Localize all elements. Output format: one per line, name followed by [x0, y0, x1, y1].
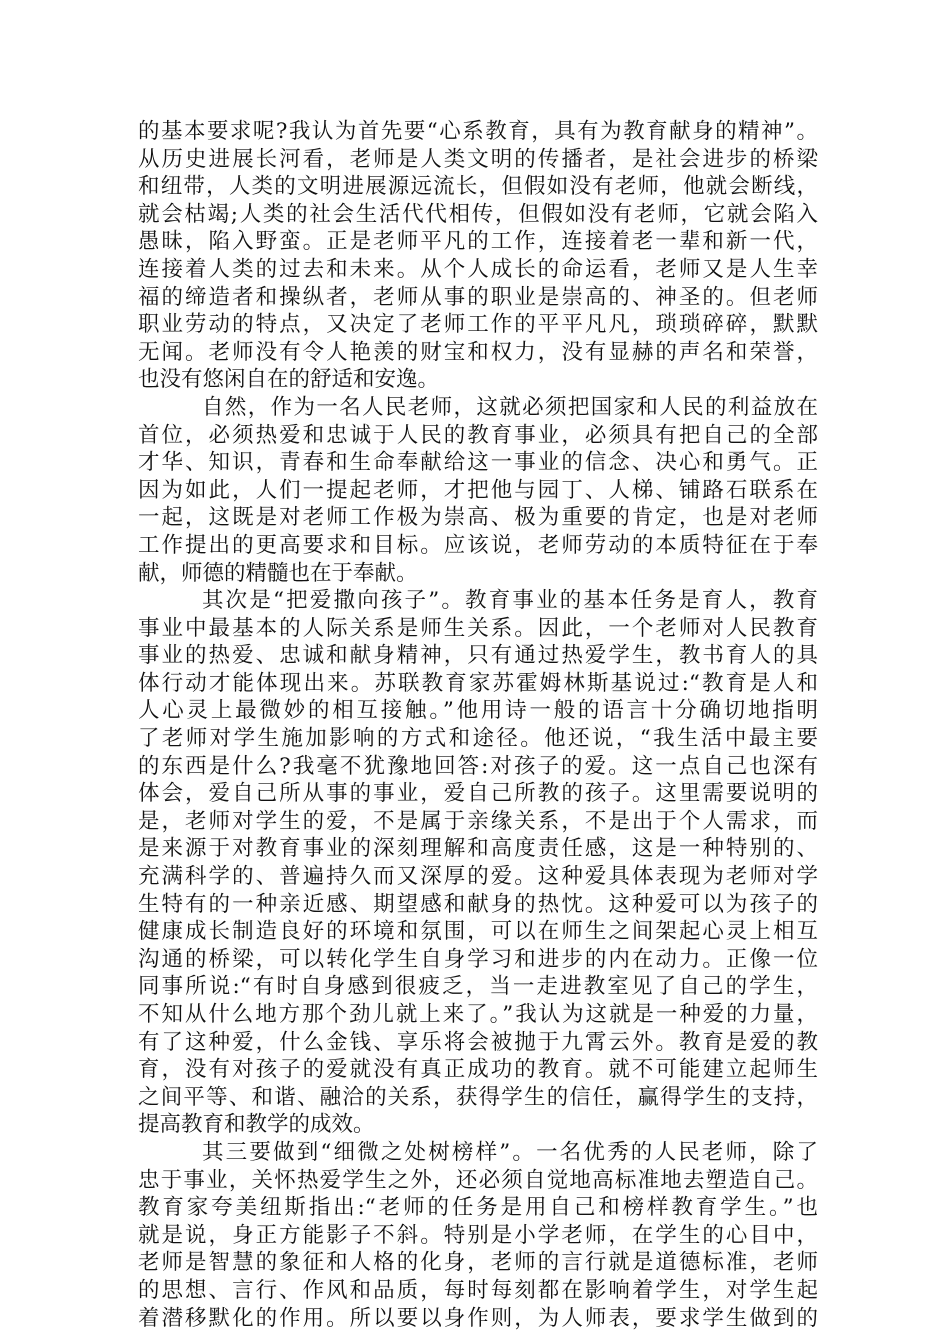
text-line: 是，老师对学生的爱，不是属于亲缘关系，不是出于个人需求，而 [138, 808, 818, 834]
text-line: 充满科学的、普遍持久而又深厚的爱。这种爱具体表现为老师对学 [138, 864, 818, 890]
text-line: 才华、知识，青春和生命奉献给这一事业的信念、决心和勇气。正 [138, 450, 818, 476]
text-line: 首位，必须热爱和忠诚于人民的教育事业，必须具有把自己的全部 [138, 422, 818, 448]
text-line: 献，师德的精髓也在于奉献。 [138, 560, 418, 586]
text-line: 生特有的一种亲近感、期望感和献身的热忱。这种爱可以为孩子的 [138, 891, 818, 917]
text-line: 一起，这既是对老师工作极为崇高、极为重要的肯定，也是对老师 [138, 505, 818, 531]
text-line: 和纽带，人类的文明进展源远流长，但假如没有老师，他就会断线， [138, 174, 818, 200]
text-line: 无闻。老师没有令人艳羡的财宝和权力，没有显赫的声名和荣誉， [138, 339, 818, 365]
text-line: 体会，爱自己所从事的事业，爱自己所教的孩子。这里需要说明的 [138, 781, 818, 807]
text-line: 从历史进展长河看，老师是人类文明的传播者，是社会进步的桥梁 [138, 146, 818, 172]
text-line: 自然，作为一名人民老师，这就必须把国家和人民的利益放在 [202, 394, 818, 420]
text-line: 有了这种爱，什么金钱、享乐将会被抛于九霄云外。教育是爱的教 [138, 1029, 818, 1055]
text-line: 同事所说:“有时自身感到很疲乏，当一走进教室见了自己的学生， [138, 974, 818, 1000]
text-line: 健康成长制造良好的环境和氛围，可以在师生之间架起心灵上相互 [138, 919, 818, 945]
text-line: 的思想、言行、作风和品质，每时每刻都在影响着学生，对学生起 [138, 1277, 818, 1303]
text-line: 也没有悠闲自在的舒适和安逸。 [138, 367, 440, 393]
text-line: 了老师对学生施加影响的方式和途径。他还说，“我生活中最主要 [138, 726, 818, 752]
text-line: 就是说，身正方能影子不斜。特别是小学老师，在学生的心目中， [138, 1222, 818, 1248]
text-line: 愚昧，陷入野蛮。正是老师平凡的工作，连接着老一辈和新一代， [138, 229, 818, 255]
text-line: 是来源于对教育事业的深刻理解和高度责任感，这是一种特别的、 [138, 836, 818, 862]
text-line: 的基本要求呢?我认为首先要“心系教育，具有为教育献身的精神”。 [138, 119, 818, 144]
text-line: 的东西是什么?我毫不犹豫地回答:对孩子的爱。这一点自己也深有 [138, 753, 818, 779]
text-line: 事业中最基本的人际关系是师生关系。因此，一个老师对人民教育 [138, 615, 818, 641]
text-line: 就会枯竭;人类的社会生活代代相传，但假如没有老师，它就会陷入 [138, 201, 818, 227]
text-line: 不知从什么地方那个劲儿就上来了。”我认为这就是一种爱的力量， [138, 1002, 818, 1027]
text-line: 因为如此，人们一提起老师，才把他与园丁、人梯、铺路石联系在 [138, 477, 818, 503]
text-line: 福的缔造者和操纵者，老师从事的职业是崇高的、神圣的。但老师 [138, 284, 818, 310]
text-line: 之间平等、和谐、融洽的关系，获得学生的信任，赢得学生的支持， [138, 1084, 818, 1110]
text-line: 职业劳动的特点，又决定了老师工作的平平凡凡，琐琐碎碎，默默 [138, 312, 818, 338]
text-line: 沟通的桥梁，可以转化学生自身学习和进步的内在动力。正像一位 [138, 946, 818, 972]
document-page [138, 118, 818, 1332]
text-line: 其次是“把爱撒向孩子”。教育事业的基本任务是育人，教育 [202, 588, 818, 614]
text-line: 事业的热爱、忠诚和献身精神，只有通过热爱学生，教书育人的具 [138, 643, 818, 669]
text-line: 人心灵上最微妙的相互接触。”他用诗一般的语言十分确切地指明 [138, 698, 818, 724]
text-line: 老师是智慧的象征和人格的化身，老师的言行就是道德标准，老师 [138, 1250, 818, 1276]
text-line: 工作提出的更高要求和目标。应该说，老师劳动的本质特征在于奉 [138, 532, 818, 558]
text-line: 提高教育和教学的成效。 [138, 1112, 375, 1138]
text-line: 育，没有对孩子的爱就没有真正成功的教育。就不可能建立起师生 [138, 1057, 818, 1083]
text-line: 教育家夸美纽斯指出:“老师的任务是用自己和榜样教育学生。”也 [138, 1195, 818, 1221]
text-line: 体行动才能体现出来。苏联教育家苏霍姆林斯基说过:“教育是人和 [138, 670, 818, 696]
text-line: 着潜移默化的作用。所以要以身作则，为人师表，要求学生做到的 [138, 1305, 818, 1331]
text-line: 忠于事业，关怀热爱学生之外，还必须自觉地高标准地去塑造自己。 [138, 1167, 818, 1193]
text-line: 其三要做到“细微之处树榜样”。一名优秀的人民老师，除了 [202, 1139, 818, 1165]
text-line: 连接着人类的过去和未来。从个人成长的命运看，老师又是人生幸 [138, 256, 818, 282]
